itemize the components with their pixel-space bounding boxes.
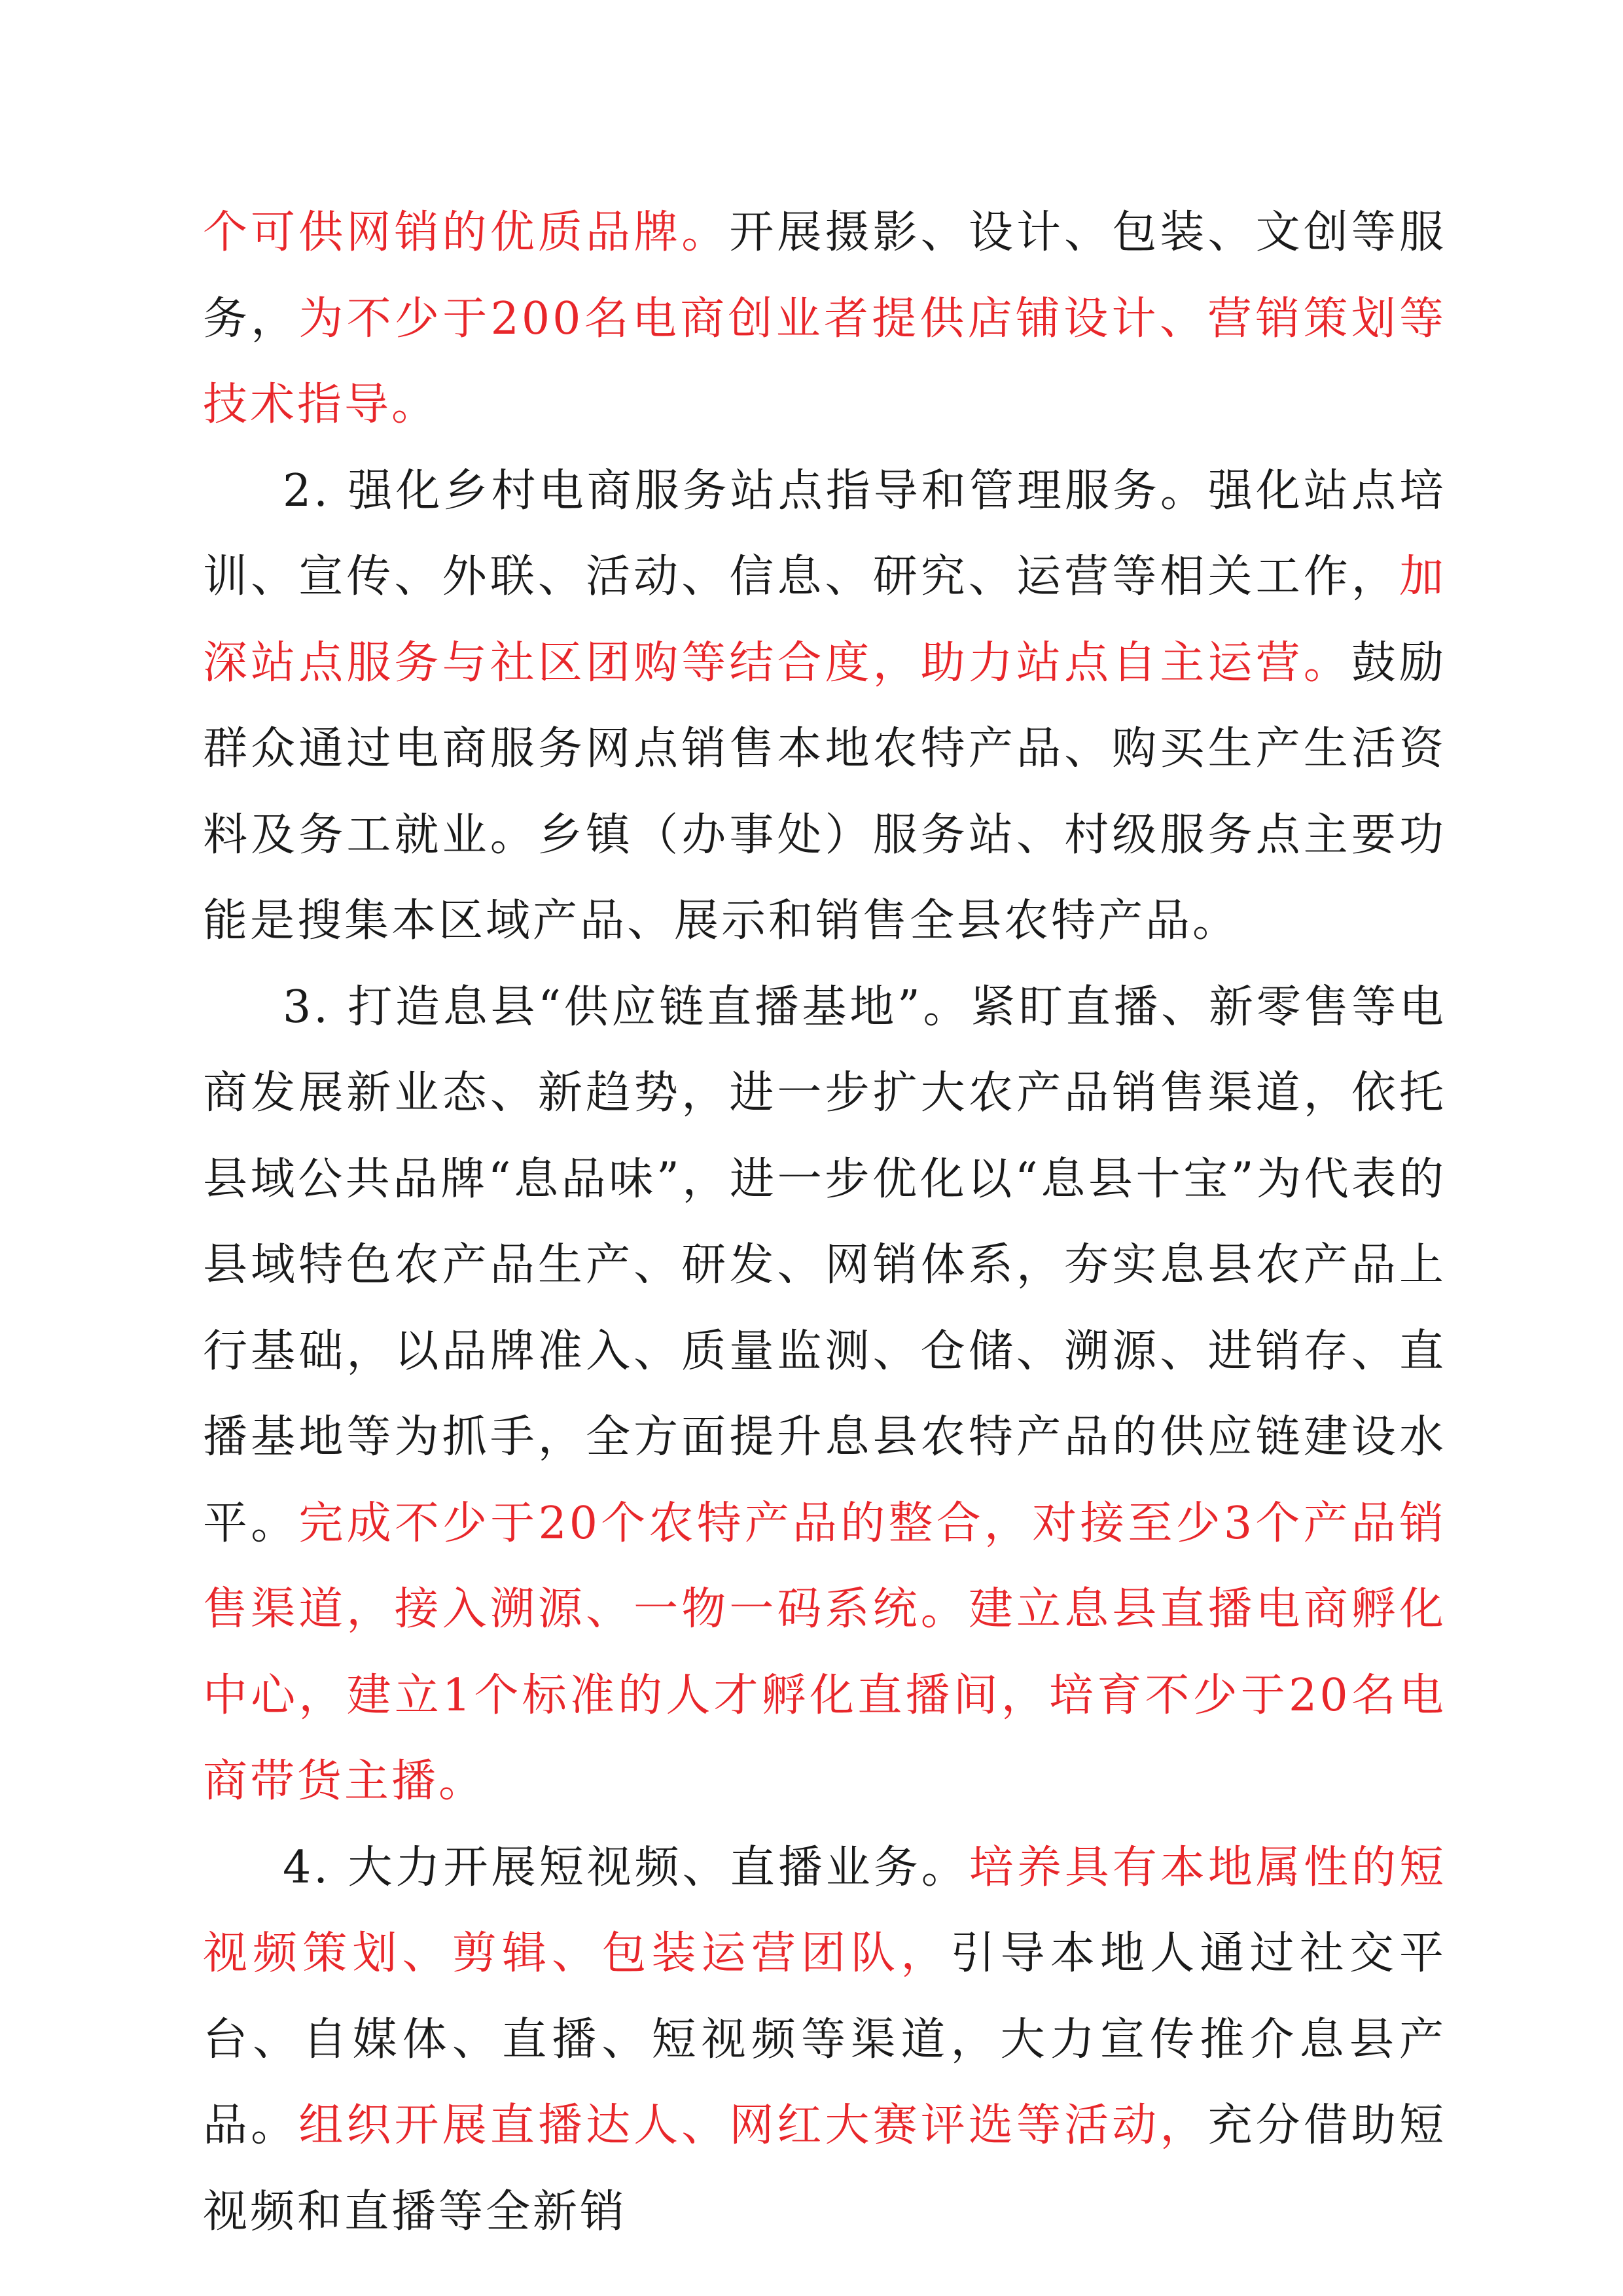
text-normal: 鼓励群众通过电商服务网点销售本地农特产品、购买生产生活资料及务工就业。乡镇（办事处）服务站、村级服务点主要功能是搜集本区域产品、展示和销售全县农特产品。	[203, 637, 1446, 947]
text-normal: 2. 强化乡村电商服务站点指导和管理服务。强化站点培训、宣传、外联、活动、信息、研究、运营等相关工作，	[203, 465, 1446, 603]
text-highlight: 组织开展直播达人、网红大赛评选等活动，	[298, 2100, 1208, 2151]
paragraph-3	[203, 964, 1446, 1825]
text-normal: 充分借助短视频和直播等全新销	[203, 2100, 1446, 2238]
text-highlight: 培养具有本地属性的短视频策划、剪辑、包装运营团队，	[203, 1841, 1446, 1979]
paragraph-1	[203, 190, 1446, 448]
document-body	[203, 190, 1446, 2255]
text-highlight: 完成不少于20个农特产品的整合，对接至少3个产品销售渠道，接入溯源、一物一码系统。建立息县直播电商孵化中心，建立1个标准的人才孵化直播间，培育不少于20名电商带货主播。	[203, 1497, 1446, 1807]
text-normal: 引导本地人通过社交平台、自媒体、直播、短视频等渠道，大力宣传推介息县产品。	[203, 1928, 1446, 2151]
text-highlight: 个可供网销的优质品牌。	[203, 207, 730, 258]
text-normal: 3. 打造息县“供应链直播基地”。紧盯直播、新零售等电商发展新业态、新趋势，进一步扩大农产品销售渠道，依托县域公共品牌“息品味”，进一步优化以“息县十宝”为代表的县域特色农产品生产、研发、网销体系，夯实息县农产品上行基础，以品牌准入、质量监测、仓储、溯源、进销存、直播基地等为抓手，全方面提升息县农特产品的供应链建设水平。	[203, 981, 1446, 1549]
text-normal: 开展摄影、设计、包装、文创等服务，	[203, 207, 1446, 345]
text-normal: 4. 大力开展短视频、直播业务。	[283, 1841, 969, 1894]
text-highlight: 为不少于200名电商创业者提供店铺设计、营销策划等技术指导。	[203, 292, 1446, 431]
text-highlight: 加深站点服务与社区团购等结合度，助力站点自主运营。	[203, 551, 1446, 689]
paragraph-4	[203, 1825, 1446, 2255]
paragraph-2	[203, 448, 1446, 964]
